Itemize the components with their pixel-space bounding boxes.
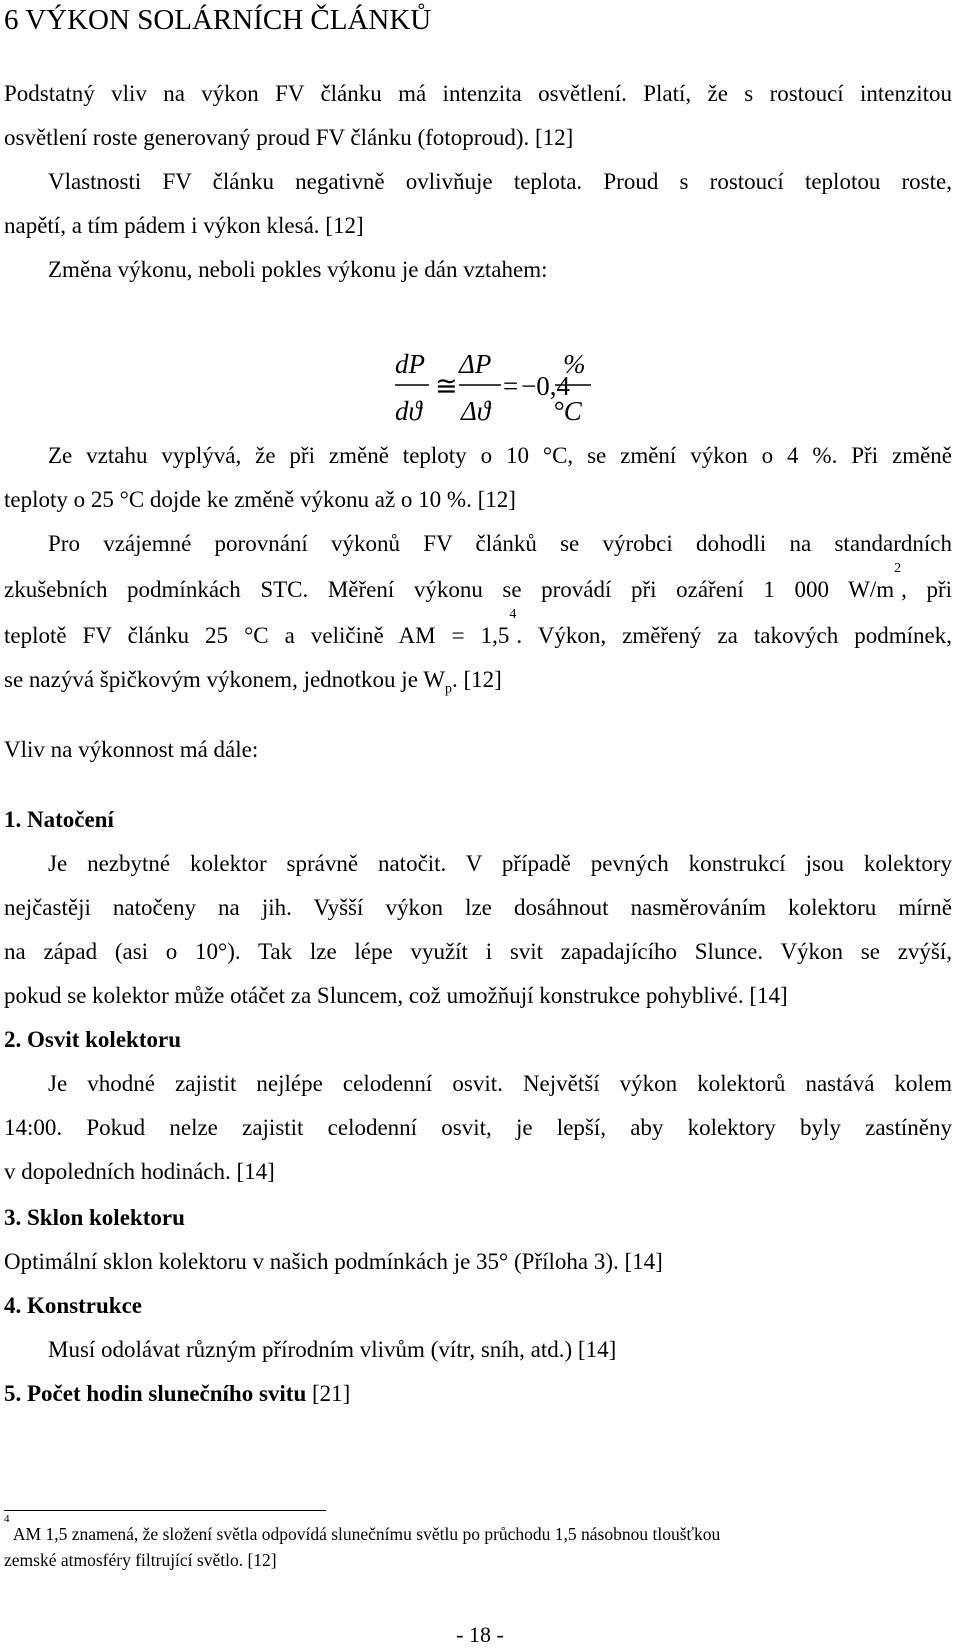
eq-coefficient: −0,4 [521,371,570,401]
eq-numerator-dp: dP [395,349,425,379]
paragraph-line: Je vhodné zajistit nejlépe celodenní osvit. Největší výkon kolektorů nastává kolem [48,1071,952,1096]
section-heading-5: 5. Počet hodin slunečního svitu [21] [4,1381,351,1406]
paragraph-line: teplotě FV článku 25 °C a veličině AM = $1,5^4$. Výkon, změřený za takových podmínek, [4,607,952,648]
superscript-2: 2 [894,561,902,576]
paragraph-line: osvětlení roste generovaný proud FV článku (fotoproud). [12] [4,125,574,150]
paragraph-line: se nazývá špičkovým výkonem, jednotkou je $W_p$. [12] [4,667,502,697]
paragraph-line: nejčastěji natočeny na jih. Vyšší výkon lze dosáhnout nasměrováním kolektoru mírně [4,895,952,920]
power-temperature-equation [395,340,625,432]
paragraph-line: pokud se kolektor může otáčet za Sluncem, což umožňují konstrukce pohyblivé. [14] [4,983,788,1008]
paragraph-line: Vliv na výkonnost má dále: [4,737,259,762]
paragraph-line: napětí, a tím pádem i výkon klesá. [12] [4,213,364,238]
paragraph-line: Je nezbytné kolektor správně natočit. V případě pevných konstrukcí jsou kolektory [48,851,952,876]
section-heading-4: 4. Konstrukce [4,1293,142,1318]
eq-numerator-delta-p: ΔP [459,349,492,379]
paragraph-line: teploty o 25 °C dojde ke změně výkonu až o 10 %. [12] [4,487,516,512]
section-heading-2: 2. Osvit kolektoru [4,1027,181,1052]
paragraph-line: v dopoledních hodinách. [14] [4,1159,275,1184]
section-heading-3: 3. Sklon kolektoru [4,1205,185,1230]
eq-denominator-dtheta: dϑ [395,396,422,426]
eq-denominator-delta-theta: Δϑ [461,396,491,426]
paragraph-line: Podstatný vliv na výkon FV článku má intenzita osvětlení. Platí, že s rostoucí intenzitou [4,81,952,106]
paragraph-line: Ze vztahu vyplývá, že při změně teploty o 10 °C, se změní výkon o 4 %. Při změně [48,443,952,468]
footnote-mark: 4 [4,1513,10,1525]
paragraph-line: 14:00. Pokud nelze zajistit celodenní osvit, je lepší, aby kolektory byly zastíněny [4,1115,952,1140]
eq-denominator-celsius: °C [553,396,582,426]
paragraph-line: na západ (asi o 10°). Tak lze lépe využít i svit zapadajícího Slunce. Výkon se zvýší, [4,939,952,964]
chapter-title: 6 VÝKON SOLÁRNÍCH ČLÁNKŮ [4,4,432,36]
footnote-separator [4,1510,326,1511]
footnote-line: zemské atmosféry filtrující světlo. [12] [4,1550,277,1570]
section-heading-1: 1. Natočení [4,807,114,832]
subscript-p: p [444,681,452,697]
paragraph-line: zkušebních podmínkách STC. Měření výkonu se provádí při ozáření 1 000 $W/m^2$, při [4,561,952,602]
paragraph-line: Změna výkonu, neboli pokles výkonu je dán vztahem: [48,257,548,282]
page-number: - 18 - [456,1622,504,1647]
paragraph-line: Vlastnosti FV článku negativně ovlivňuje teplota. Proud s rostoucí teplotou roste, [48,169,952,194]
footnote-line: $^4$ AM 1,5 znamená, že složení světla odpovídá slunečnímu světlu po průchodu 1,5 násobnou tloušťkou [4,1513,721,1544]
paragraph-line: Pro vzájemné porovnání výkonů FV článků se výrobci dohodli na standardních [48,531,952,556]
paragraph-line: Musí odolávat různým přírodním vlivům (vítr, sníh, atd.) [14] [48,1337,617,1362]
eq-numerator-percent: % [563,349,586,379]
footnote-ref-4: 4 [509,607,517,622]
eq-equals-sign: = [503,371,519,401]
eq-approx-sign: ≅ [435,371,458,401]
paragraph-line: Optimální sklon kolektoru v našich podmínkách je 35° (Příloha 3). [14] [4,1249,663,1274]
